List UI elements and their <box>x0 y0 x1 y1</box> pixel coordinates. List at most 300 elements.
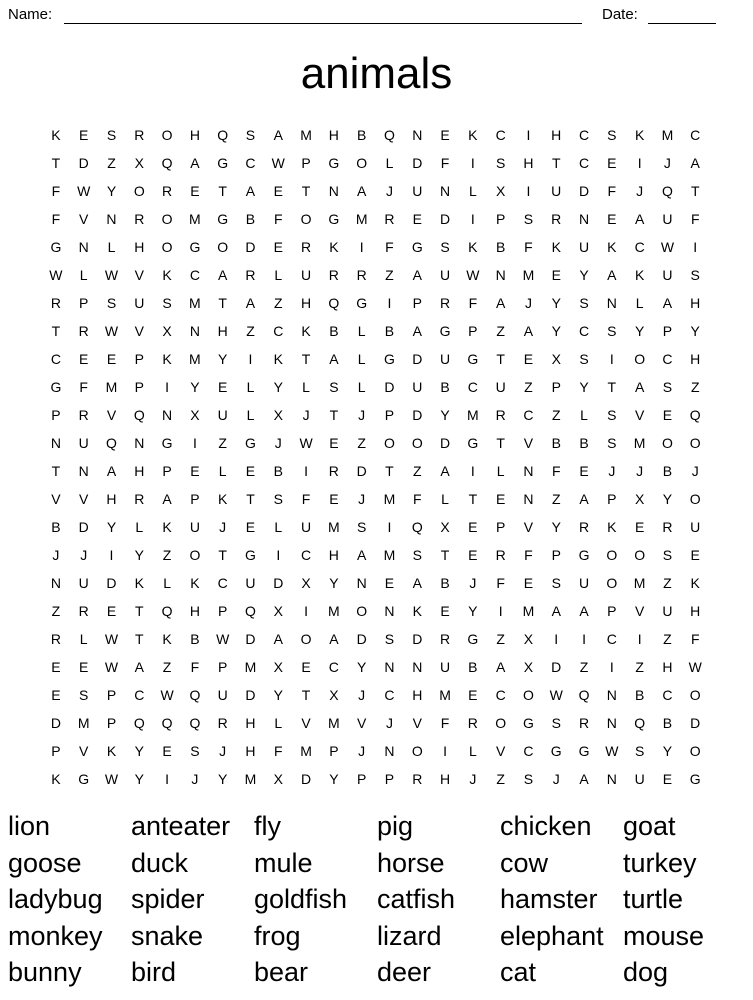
grid-letter: T <box>496 435 505 451</box>
grid-letter: E <box>579 463 589 479</box>
grid-letter: A <box>245 183 256 199</box>
grid-letter: M <box>383 547 396 563</box>
grid-letter: L <box>635 295 644 311</box>
word-dog: dog <box>623 957 669 987</box>
grid-letter: B <box>384 323 395 339</box>
grid-letter: R <box>245 267 256 283</box>
grid-letter: T <box>301 351 311 367</box>
grid-letter: L <box>107 239 116 255</box>
grid-letter: K <box>51 771 61 787</box>
grid-letter: K <box>607 239 617 255</box>
grid-letter: P <box>162 463 172 479</box>
grid-letter: X <box>440 519 450 535</box>
grid-letter: M <box>300 127 312 143</box>
grid-letter: A <box>634 211 645 227</box>
grid-letter: V <box>134 267 144 283</box>
grid-letter: R <box>134 211 145 227</box>
word-goat: goat <box>623 811 676 841</box>
grid-letter: I <box>304 463 309 479</box>
grid-letter: B <box>245 211 256 227</box>
grid-letter: C <box>578 155 590 171</box>
grid-letter: B <box>495 239 506 255</box>
grid-letter: V <box>79 491 89 507</box>
grid-letter: J <box>219 519 227 535</box>
grid-letter: L <box>79 631 88 647</box>
grid-letter: A <box>412 323 422 339</box>
grid-letter: K <box>412 603 422 619</box>
grid-letter: J <box>469 575 477 591</box>
grid-letter: W <box>104 659 119 675</box>
grid-letter: R <box>162 183 173 199</box>
grid-letter: M <box>300 743 312 759</box>
grid-letter: O <box>689 743 701 759</box>
grid-letter: G <box>467 631 479 647</box>
word-monkey: monkey <box>8 920 103 951</box>
grid-letter: N <box>50 435 61 451</box>
grid-letter: E <box>329 435 339 451</box>
grid-letter: U <box>134 295 145 311</box>
grid-letter: U <box>217 407 228 423</box>
grid-letter: T <box>135 603 144 619</box>
grid-letter: S <box>412 547 422 563</box>
word-cat: cat <box>500 957 537 987</box>
grid-letter: E <box>690 547 700 563</box>
grid-letter: X <box>190 407 200 423</box>
grid-letter: J <box>636 183 644 199</box>
grid-letter: T <box>329 407 339 423</box>
grid-letter: P <box>384 407 395 423</box>
grid-letter: D <box>78 155 89 171</box>
grid-letter: S <box>162 295 172 311</box>
grid-letter: B <box>551 435 561 451</box>
grid-letter: E <box>384 575 395 591</box>
word-snake: snake <box>131 920 204 951</box>
grid-letter: R <box>328 463 339 479</box>
grid-letter: W <box>104 267 119 283</box>
grid-letter: O <box>300 631 312 647</box>
grid-letter: E <box>273 183 283 199</box>
grid-letter: P <box>51 743 61 759</box>
grid-letter: T <box>385 463 394 479</box>
grid-letter: E <box>662 407 673 423</box>
grid-letter: K <box>190 575 200 591</box>
word-anteater: anteater <box>131 811 231 841</box>
word-frog: frog <box>254 920 301 951</box>
grid-letter: I <box>470 155 475 171</box>
grid-letter: X <box>273 603 283 619</box>
grid-letter: I <box>470 211 475 227</box>
grid-letter: Q <box>189 715 201 731</box>
grid-letter: J <box>469 771 477 787</box>
grid-letter: U <box>662 603 673 619</box>
grid-letter: J <box>358 743 366 759</box>
grid-letter: F <box>79 379 88 395</box>
grid-letter: A <box>607 267 617 283</box>
grid-letter: L <box>385 155 394 171</box>
grid-letter: R <box>134 491 145 507</box>
grid-letter: S <box>329 379 339 395</box>
grid-letter: Q <box>133 407 145 423</box>
grid-letter: H <box>245 743 256 759</box>
word-deer: deer <box>377 957 432 987</box>
grid-letter: X <box>273 771 283 787</box>
name-field-line <box>64 23 582 24</box>
grid-letter: R <box>384 211 395 227</box>
grid-letter: O <box>384 435 395 451</box>
grid-letter: I <box>359 239 364 255</box>
grid-letter: N <box>578 211 590 227</box>
grid-letter: O <box>217 239 229 255</box>
grid-letter: H <box>328 547 339 563</box>
word-bank <box>8 808 746 991</box>
grid-letter: A <box>329 351 339 367</box>
grid-letter: J <box>385 183 393 199</box>
grid-letter: S <box>384 631 395 647</box>
grid-letter: R <box>134 127 145 143</box>
grid-letter: F <box>301 491 311 507</box>
grid-letter: J <box>524 295 532 311</box>
grid-letter: K <box>690 575 700 591</box>
grid-letter: R <box>412 771 423 787</box>
grid-letter: Z <box>273 295 283 311</box>
grid-letter: C <box>273 323 284 339</box>
grid-letter: A <box>134 659 144 675</box>
grid-letter: D <box>245 687 256 703</box>
grid-letter: W <box>104 323 119 339</box>
grid-letter: A <box>579 603 589 619</box>
grid-letter: J <box>358 407 366 423</box>
word-pig: pig <box>377 811 414 841</box>
grid-letter: J <box>52 547 60 563</box>
grid-letter: C <box>50 351 61 367</box>
grid-letter: R <box>495 407 506 423</box>
grid-letter: G <box>50 239 62 255</box>
name-label: Name: <box>8 6 53 23</box>
grid-letter: F <box>551 463 561 479</box>
grid-letter: W <box>216 631 230 647</box>
grid-letter: H <box>189 127 200 143</box>
grid-letter: M <box>522 267 535 283</box>
grid-letter: F <box>273 743 283 759</box>
grid-letter: W <box>77 183 91 199</box>
grid-letter: R <box>50 295 61 311</box>
grid-letter: Y <box>329 575 339 591</box>
grid-letter: U <box>245 575 256 591</box>
grid-letter: Q <box>133 715 145 731</box>
grid-letter: C <box>328 659 339 675</box>
grid-letter: W <box>605 743 619 759</box>
grid-letter: E <box>329 491 339 507</box>
grid-letter: R <box>78 323 89 339</box>
grid-letter: S <box>440 239 450 255</box>
grid-letter: M <box>189 211 201 227</box>
grid-letter: L <box>274 715 283 731</box>
grid-letter: W <box>104 771 119 787</box>
grid-letter: K <box>468 239 478 255</box>
grid-letter: K <box>273 351 283 367</box>
grid-letter: E <box>468 519 478 535</box>
grid-letter: L <box>357 323 366 339</box>
grid-letter: Z <box>162 659 172 675</box>
grid-letter: H <box>412 687 423 703</box>
grid-letter: M <box>105 379 118 395</box>
grid-letter: U <box>690 519 701 535</box>
grid-letter: B <box>440 575 450 591</box>
grid-letter: C <box>467 379 478 395</box>
grid-letter: V <box>523 435 534 451</box>
word-ladybug: ladybug <box>8 884 103 914</box>
grid-letter: V <box>79 743 89 759</box>
grid-letter: F <box>385 239 394 255</box>
grid-letter: Q <box>161 155 173 171</box>
grid-letter: K <box>607 519 617 535</box>
grid-letter: T <box>218 547 227 563</box>
grid-letter: F <box>690 211 700 227</box>
grid-letter: D <box>412 631 423 647</box>
grid-letter: N <box>356 575 367 591</box>
grid-letter: W <box>49 267 63 283</box>
grid-letter: R <box>551 211 562 227</box>
grid-letter: Y <box>273 687 283 703</box>
grid-letter: K <box>468 127 478 143</box>
grid-letter: P <box>468 323 478 339</box>
grid-letter: A <box>356 183 367 199</box>
grid-letter: Z <box>246 323 255 339</box>
grid-letter: N <box>412 659 423 675</box>
grid-letter: N <box>78 239 89 255</box>
grid-letter: G <box>467 435 479 451</box>
grid-letter: M <box>328 519 340 535</box>
grid-letter: S <box>273 491 283 507</box>
grid-letter: O <box>689 435 701 451</box>
grid-letter: Y <box>273 379 283 395</box>
grid-letter: A <box>551 603 561 619</box>
grid-letter: T <box>440 547 450 563</box>
grid-letter: I <box>192 435 197 451</box>
grid-letter: G <box>356 295 368 311</box>
grid-letter: B <box>273 463 283 479</box>
grid-letter: S <box>523 771 534 787</box>
grid-letter: A <box>412 267 422 283</box>
grid-letter: Y <box>329 771 339 787</box>
grid-letter: U <box>78 575 89 591</box>
grid-letter: N <box>78 463 89 479</box>
grid-letter: I <box>554 631 559 647</box>
grid-letter: T <box>607 379 617 395</box>
grid-letter: W <box>466 267 480 283</box>
grid-letter: N <box>606 295 617 311</box>
grid-letter: Z <box>690 379 700 395</box>
grid-letter: N <box>606 687 617 703</box>
grid-letter: I <box>609 659 614 675</box>
grid-letter: A <box>273 127 283 143</box>
grid-letter: R <box>78 603 89 619</box>
grid-letter: Y <box>662 743 673 759</box>
grid-letter: F <box>690 631 700 647</box>
grid-letter: T <box>468 491 478 507</box>
grid-letter: D <box>245 239 256 255</box>
grid-letter: D <box>412 407 423 423</box>
grid-letter: N <box>523 491 534 507</box>
grid-letter: I <box>498 603 503 619</box>
grid-letter: M <box>328 715 340 731</box>
grid-letter: H <box>245 715 256 731</box>
grid-letter: M <box>383 491 396 507</box>
grid-letter: L <box>441 491 449 507</box>
grid-letter: S <box>106 295 117 311</box>
grid-letter: X <box>329 687 339 703</box>
word-catfish: catfish <box>377 884 456 914</box>
grid-letter: D <box>356 463 367 479</box>
grid-letter: Z <box>551 407 561 423</box>
grid-letter: A <box>356 547 367 563</box>
grid-letter: E <box>468 547 478 563</box>
grid-letter: D <box>50 715 61 731</box>
grid-letter: G <box>189 239 201 255</box>
grid-letter: P <box>134 379 144 395</box>
grid-letter: D <box>578 183 590 199</box>
grid-letter: H <box>690 295 701 311</box>
grid-letter: F <box>51 211 61 227</box>
grid-letter: A <box>218 267 228 283</box>
grid-letter: C <box>662 687 673 703</box>
grid-letter: V <box>79 211 89 227</box>
grid-letter: H <box>217 323 228 339</box>
grid-letter: P <box>301 155 311 171</box>
grid-letter: A <box>162 491 172 507</box>
grid-letter: G <box>161 435 173 451</box>
grid-letter: C <box>578 127 590 143</box>
grid-letter: X <box>134 155 144 171</box>
grid-letter: T <box>218 295 227 311</box>
grid-letter: E <box>412 211 422 227</box>
word-duck: duck <box>131 847 189 878</box>
grid-letter: I <box>637 155 642 171</box>
grid-letter: Y <box>690 323 700 339</box>
grid-letter: M <box>77 715 90 731</box>
grid-letter: C <box>495 127 506 143</box>
grid-letter: B <box>329 323 339 339</box>
word-goose: goose <box>8 847 82 878</box>
grid-letter: X <box>634 491 645 507</box>
grid-letter: O <box>300 211 312 227</box>
grid-letter: D <box>273 575 284 591</box>
grid-letter: H <box>690 603 701 619</box>
grid-letter: F <box>190 659 200 675</box>
grid-letter: S <box>245 127 256 143</box>
grid-letter: X <box>523 631 534 647</box>
grid-letter: S <box>79 687 89 703</box>
grid-letter: M <box>189 351 201 367</box>
grid-letter: O <box>495 715 507 731</box>
grid-letter: A <box>579 771 589 787</box>
grid-letter: X <box>551 351 561 367</box>
grid-letter: E <box>51 659 61 675</box>
grid-letter: S <box>106 127 117 143</box>
grid-letter: Y <box>134 743 144 759</box>
grid-letter: A <box>662 295 673 311</box>
grid-letter: O <box>689 687 701 703</box>
header <box>8 6 748 28</box>
grid-letter: V <box>134 323 144 339</box>
grid-letter: E <box>634 519 645 535</box>
grid-letter: C <box>606 631 617 647</box>
grid-letter: K <box>162 519 172 535</box>
grid-letter: C <box>634 239 645 255</box>
grid-letter: G <box>245 435 256 451</box>
grid-letter: Z <box>663 631 672 647</box>
grid-letter: A <box>106 463 117 479</box>
grid-letter: P <box>607 491 617 507</box>
grid-letter: F <box>412 491 422 507</box>
grid-letter: K <box>51 127 61 143</box>
grid-letter: L <box>274 267 283 283</box>
grid-letter: D <box>439 435 451 451</box>
grid-letter: P <box>495 519 506 535</box>
grid-letter: Y <box>551 323 561 339</box>
grid-letter: M <box>439 687 451 703</box>
grid-letter: G <box>217 211 229 227</box>
grid-letter: Y <box>440 407 450 423</box>
grid-letter: G <box>439 323 451 339</box>
grid-letter: X <box>495 183 506 199</box>
grid-letter: Q <box>161 603 173 619</box>
grid-letter: E <box>440 603 450 619</box>
grid-letter: S <box>495 155 506 171</box>
word-spider: spider <box>131 884 205 914</box>
grid-letter: P <box>495 211 506 227</box>
grid-letter: H <box>301 295 312 311</box>
grid-letter: S <box>607 435 617 451</box>
grid-letter: Z <box>218 435 227 451</box>
grid-letter: D <box>412 155 423 171</box>
grid-letter: J <box>191 771 199 787</box>
grid-letter: U <box>78 435 89 451</box>
grid-letter: L <box>246 379 255 395</box>
grid-letter: E <box>440 127 450 143</box>
grid-letter: P <box>190 491 200 507</box>
grid-letter: K <box>218 491 228 507</box>
grid-letter: X <box>162 323 172 339</box>
grid-letter: N <box>412 127 423 143</box>
grid-letter: L <box>468 183 477 199</box>
grid-letter: Z <box>663 575 672 591</box>
grid-letter: N <box>384 603 395 619</box>
grid-letter: T <box>51 323 61 339</box>
grid-letter: C <box>301 547 312 563</box>
grid-letter: Q <box>161 715 173 731</box>
grid-letter: P <box>218 659 228 675</box>
grid-letter: S <box>579 295 589 311</box>
grid-letter: F <box>524 239 533 255</box>
grid-letter: O <box>606 547 618 563</box>
grid-letter: R <box>50 631 61 647</box>
grid-letter: L <box>357 351 366 367</box>
grid-letter: H <box>439 771 451 787</box>
grid-letter: E <box>218 379 228 395</box>
grid-letter: E <box>51 687 61 703</box>
grid-letter: S <box>662 379 673 395</box>
grid-letter: U <box>634 771 645 787</box>
grid-letter: L <box>274 519 283 535</box>
grid-letter: R <box>467 715 478 731</box>
grid-letter: L <box>163 575 171 591</box>
grid-letter: A <box>329 631 339 647</box>
grid-letter: G <box>328 155 340 171</box>
grid-letter: A <box>273 631 283 647</box>
grid-letter: Q <box>189 687 201 703</box>
grid-letter: A <box>495 295 506 311</box>
